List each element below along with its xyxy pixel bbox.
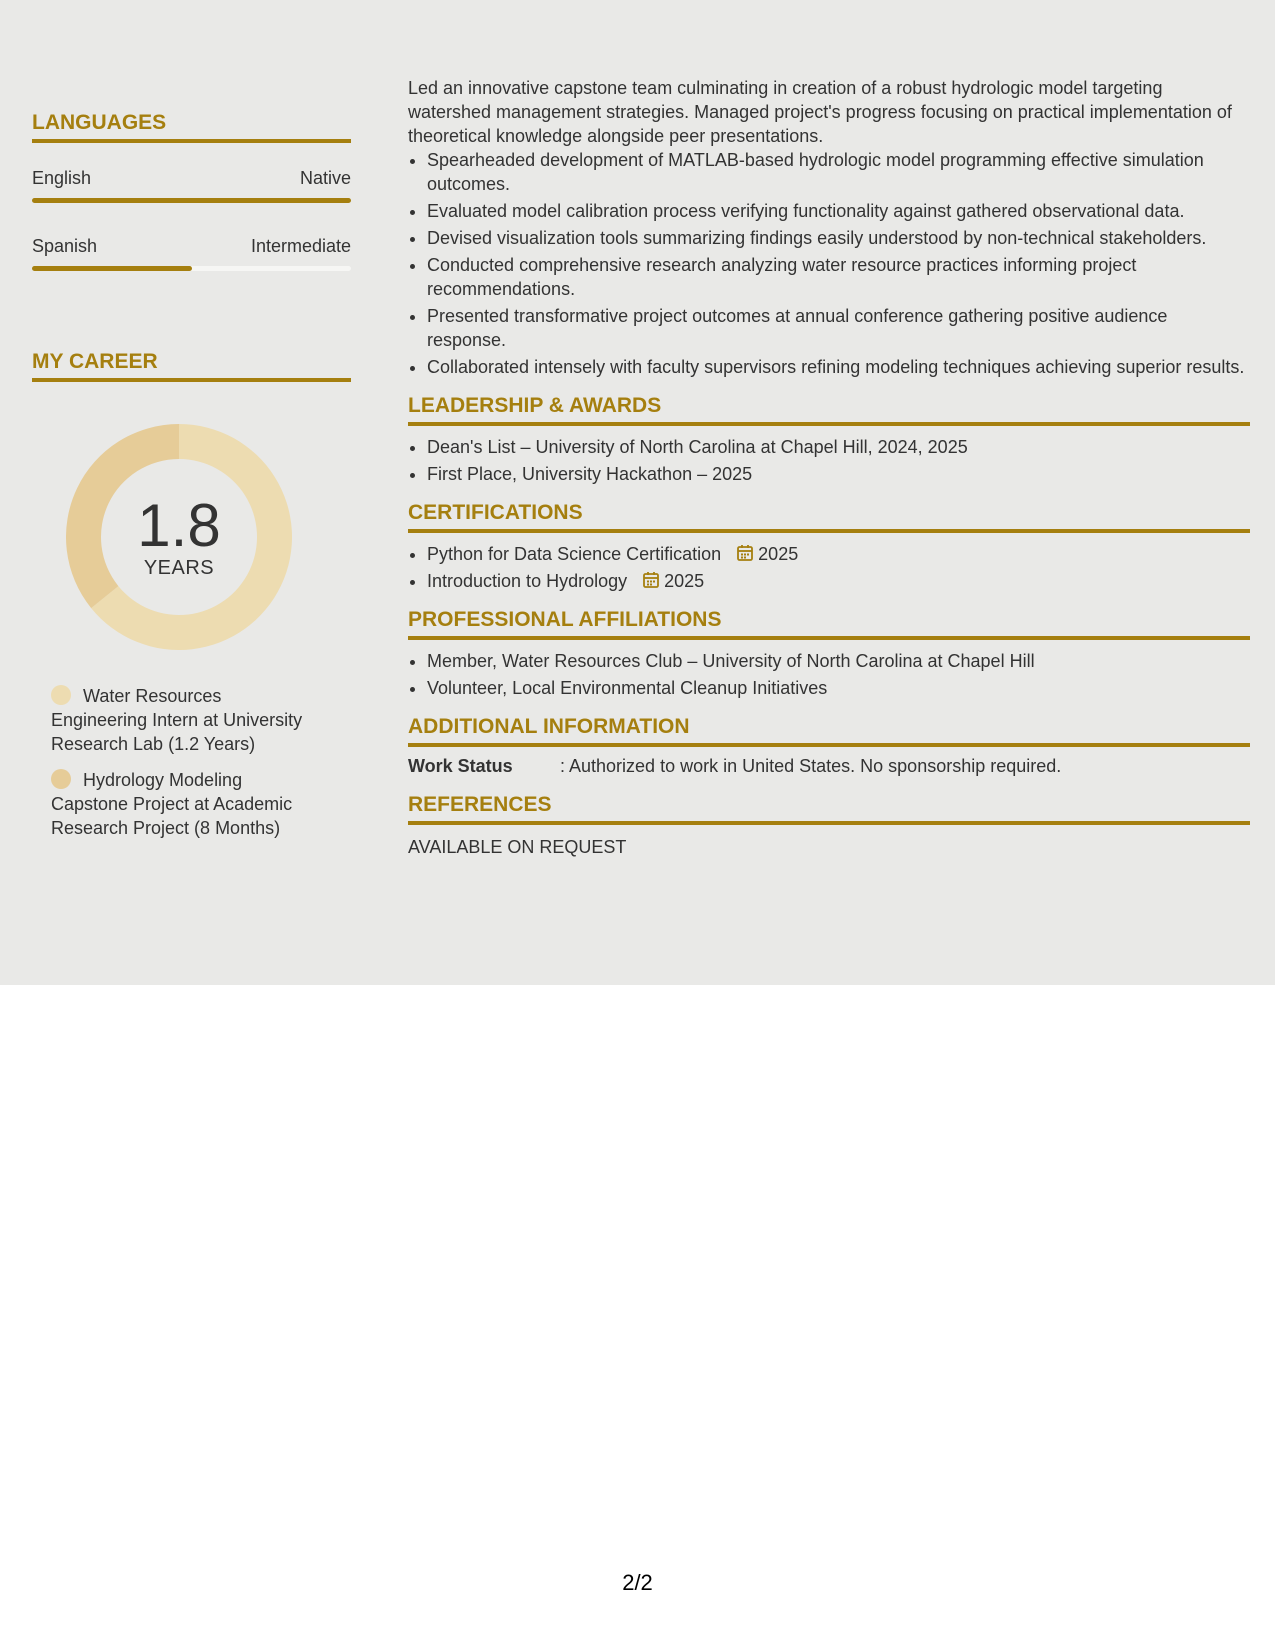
certifications-heading: CERTIFICATIONS [408,500,1250,533]
language-proficiency-bar [32,266,351,271]
language-name: English [32,168,92,188]
career-entry-label: Water Resources Engineering Intern at University Research Lab (1.2 Years) [51,686,303,754]
language-item-english [32,167,351,203]
additional-info-heading: ADDITIONAL INFORMATION [408,714,1250,747]
language-proficiency-bar [32,198,351,203]
sidebar [32,110,351,852]
certification-item [427,542,1250,566]
work-status-row [408,754,1250,778]
language-item-spanish [32,235,351,271]
list-item: • First Place, University Hackathon – 2025 [427,462,1250,486]
certification-item [427,569,1250,593]
career-legend [51,684,321,840]
list-item: • Volunteer, Local Environmental Cleanup Initiatives [427,676,1250,700]
references-heading: REFERENCES [408,792,1250,825]
list-item: • Devised visualization tools summarizing findings easily understood by non-technical stakeholders. [427,226,1250,250]
career-total-value: 1.8 [137,492,221,559]
work-status-value: : Authorized to work in United States. No sponsorship required. [560,756,1062,776]
list-item: • Spearheaded development of MATLAB-based hydrologic model programming effective simulation outcomes. [427,148,1250,196]
list-item: • Dean's List – University of North Carolina at Chapel Hill, 2024, 2025 [427,435,1250,459]
project-description: Led an innovative capstone team culminating in creation of a robust hydrologic model targeting watershed management strategies. Managed project's progress focusing on practical implementation of theoretical knowledge alongside peer presentations. [408,78,1232,146]
certification-year: 2025 [664,571,705,591]
language-level: Intermediate [250,236,351,256]
list-item: • Evaluated model calibration process verifying functionality against gathered observational data. [427,199,1250,223]
certification-year: 2025 [758,544,799,564]
affiliations-heading: PROFESSIONAL AFFILIATIONS [408,607,1250,640]
calendar-icon [642,571,660,589]
page-number: 2/2 [622,1570,653,1595]
list-item: • Conducted comprehensive research analyzing water resource practices informing project recommendations. [427,253,1250,301]
list-item: • Presented transformative project outcomes at annual conference gathering positive audience response. [427,304,1250,352]
references-section [408,792,1250,859]
career-donut-chart [66,424,292,650]
certification-name: Introduction to Hydrology [427,571,628,591]
career-entry-label: Hydrology Modeling Capstone Project at Academic Research Project (8 Months) [51,770,293,838]
career-total-unit: YEARS [143,557,215,579]
project-bullet-list [408,148,1250,379]
list-item: • Collaborated intensely with faculty supervisors refining modeling techniques achieving superior results. [427,355,1250,379]
calendar-icon [736,544,754,562]
affiliations-section [408,607,1250,700]
leadership-heading: LEADERSHIP & AWARDS [408,393,1250,426]
legend-dot-icon [51,685,71,705]
legend-dot-icon [51,769,71,789]
career-heading: MY CAREER [32,349,351,382]
career-legend-item [51,684,321,756]
additional-info-section [408,714,1250,778]
list-item: • Member, Water Resources Club – University of North Carolina at Chapel Hill [427,649,1250,673]
certification-name: Python for Data Science Certification [427,544,722,564]
career-legend-item [51,768,321,840]
language-proficiency-fill [32,198,351,203]
leadership-section [408,393,1250,486]
language-name: Spanish [32,236,98,256]
languages-heading: LANGUAGES [32,110,351,143]
references-text: AVAILABLE ON REQUEST [408,837,627,857]
work-status-label: Work Status [408,756,513,776]
language-level: Native [299,168,351,188]
certifications-section [408,500,1250,593]
main-content [408,76,1250,859]
language-proficiency-fill [32,266,192,271]
